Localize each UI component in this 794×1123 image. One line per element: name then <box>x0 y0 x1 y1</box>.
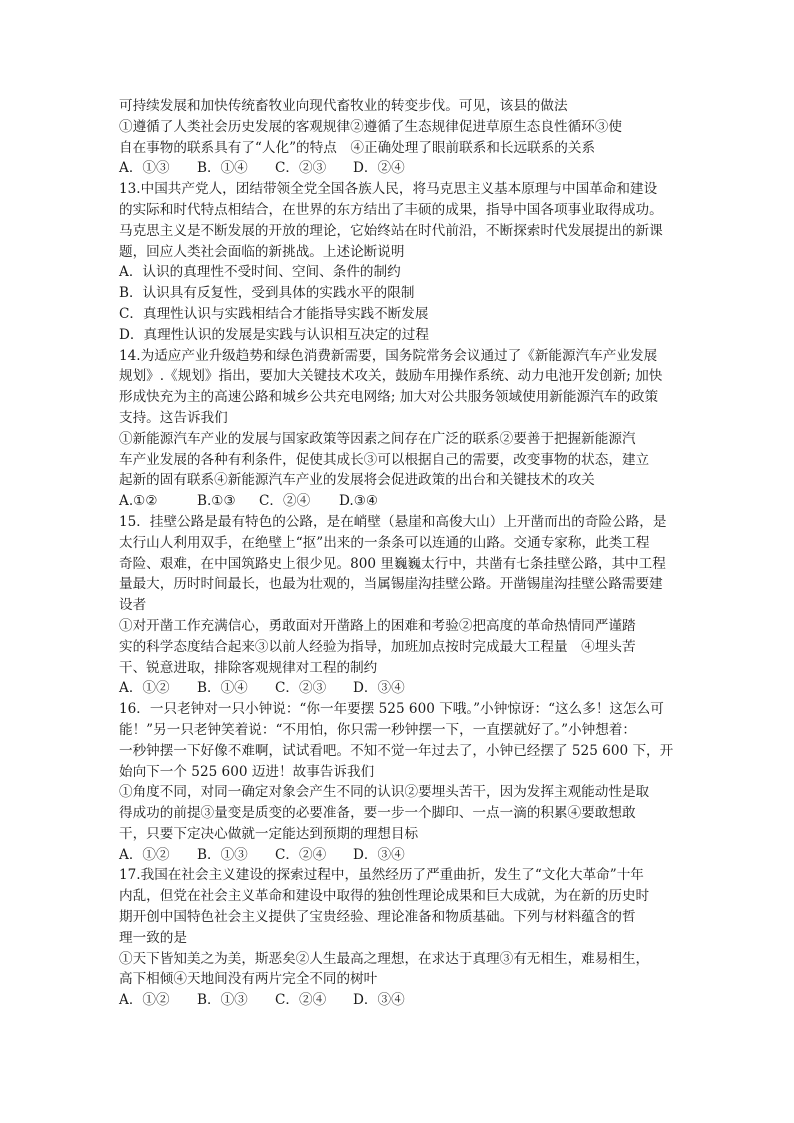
question-text-line: 支持。这告诉我们 <box>119 409 228 426</box>
question-text-line: 一秒钟摆一下好像不难啊，试试看吧。不知不觉一年过去了，小钟已经摆了 525 600 下，开 <box>119 742 674 759</box>
question-text-line: 17.我国在社会主义建设的探索过程中，虽然经历了严重曲折，发生了“文化大革命”十年 <box>119 867 644 884</box>
statement-line: 车产业发展的各种有利条件，促使其成长③可以根据自己的需要，改变事物的状态，建立 <box>119 451 650 468</box>
question-16 <box>119 699 679 865</box>
statement-line: 得成功的前提③量变是质变的必要准备，要一步一个脚印、一点一滴的积累④要敢想敢 <box>119 805 636 822</box>
option-a: A．①② <box>119 680 170 697</box>
option-c: C．②③ <box>275 160 327 177</box>
question-text-line: 规划》.《规划》指出，要加大关键技术攻关，鼓励车用操作系统、动力电池开发创新; 加快 <box>119 368 663 385</box>
question-text-line: 13.中国共产党人，团结带领全党全国各族人民，将马克思主义基本原理与中国革命和建设 <box>119 181 658 198</box>
statement-line: 高下相倾④天地间没有两片完全不同的树叶 <box>119 971 378 988</box>
statement-line: ①新能源汽车产业的发展与国家政策等因素之间存在广泛的联系②要善于把握新能源汽 <box>119 430 636 447</box>
question-text-line: 16．一只老钟对一只小钟说：“你一年要摆 525 600 下哦。”小钟惊讶：“这么多！这怎么可 <box>119 701 664 718</box>
option-b: B．①④ <box>197 680 248 697</box>
answer-options <box>119 158 679 179</box>
option-a: A．①③ <box>119 160 170 177</box>
question-text-line: 15．挂壁公路是最有特色的公路，是在峭壁（悬崖和高俊大山）上开凿而出的奇险公路，是 <box>119 513 667 530</box>
choice-c: C．真理性认识与实践相结合才能指导实践不断发展 <box>119 305 429 322</box>
question-text-line: 太行山人利用双手，在绝壁上“抠”出来的一条条可以连通的山路。交通专家称，此类工程 <box>119 534 650 551</box>
question-14 <box>119 346 679 512</box>
question-17 <box>119 865 679 1011</box>
option-a: A.①② <box>119 493 158 510</box>
question-text-line: 能！”另一只老钟笑着说：“不用怕，你只需一秒钟摆一下，一直摆就好了。”小钟想着： <box>119 721 637 738</box>
option-c: C．②④ <box>275 846 327 863</box>
option-d: D．③④ <box>353 846 405 863</box>
statement-line: 起新的固有联系④新能源汽车产业的发展将会促进政策的出台和关键技术的攻关 <box>119 472 595 489</box>
answer-options <box>119 845 679 866</box>
question-text-line: 可持续发展和加快传统畜牧业向现代畜牧业的转变步伐。可见，该县的做法 <box>119 98 568 114</box>
statement-line: 干，只要下定决心做就一定能达到预期的理想目标 <box>119 825 419 842</box>
statement-line: ①角度不同，对同一确定对象会产生不同的认识②要埋头苦干，因为发挥主观能动性是取 <box>119 784 650 801</box>
statement-line: ①天下皆知美之为美，斯恶矣②人生最高之理想，在求达于真理③有无相生，难易相生， <box>119 950 650 967</box>
option-b: B.①③ <box>197 493 236 510</box>
exam-page <box>119 96 679 1011</box>
option-a: A．①② <box>119 992 170 1009</box>
option-d: D．③④ <box>353 992 405 1009</box>
answer-options <box>119 491 679 512</box>
option-b: B．①④ <box>197 160 248 177</box>
question-text-line: 的实际和时代特点相结合，在世界的东方结出了丰硕的成果，指导中国各项事业取得成功。 <box>119 201 663 218</box>
statement-line: 实的科学态度结合起来③以前人经验为指导，加班加点按时完成最大工程量 ④埋头苦 <box>119 638 636 655</box>
question-text-line: 期开创中国特色社会主义提供了宝贵经验、理论准备和物质基础。下列与材料蕴含的哲 <box>119 909 636 926</box>
choice-a: A．认识的真理性不受时间、空间、条件的制约 <box>119 264 401 281</box>
question-text-line: 形成快充为主的高速公路和城乡公共充电网络; 加大对公共服务领域使用新能源汽车的政策 <box>119 389 659 406</box>
option-a: A．①② <box>119 846 170 863</box>
option-d: D．③④ <box>353 680 405 697</box>
question-text-line: 设者 <box>119 597 147 614</box>
statement-line: 干、锐意进取，排除客观规律对工程的制约 <box>119 659 378 676</box>
choice-b: B．认识具有反复性，受到具体的实践水平的限制 <box>119 285 415 302</box>
answer-options <box>119 990 679 1011</box>
option-b: B．①③ <box>197 992 248 1009</box>
option-b: B．①③ <box>197 846 248 863</box>
question-text-line: 题，回应人类社会面临的新挑战。上述论断说明 <box>119 243 405 260</box>
answer-options <box>119 678 679 699</box>
option-c: C．②④ <box>259 493 311 510</box>
statement-line: ①遵循了人类社会历史发展的客观规律②遵循了生态规律促进草原生态良性循环③使 <box>119 118 622 135</box>
question-text-line: 内乱，但党在社会主义革命和建设中取得的独创性理论成果和巨大成就，为在新的历史时 <box>119 888 650 905</box>
question-13 <box>119 179 679 345</box>
question-text-line: 量最大，历时时间最长，也最为壮观的，当属锡崖沟挂壁公路。开凿锡崖沟挂壁公路需要建 <box>119 576 663 593</box>
question-12-continued <box>119 96 679 179</box>
question-text-line: 14.为适应产业升级趋势和绿色消费新需要，国务院常务会议通过了《新能源汽车产业发展 <box>119 347 658 364</box>
question-text-line: 始向下一个 525 600 迈进！故事告诉我们 <box>119 763 375 780</box>
option-c: C．②③ <box>275 680 327 697</box>
question-text-line: 理一致的是 <box>119 929 187 946</box>
option-d: D.③④ <box>339 493 379 510</box>
statement-line: ①对开凿工作充满信心，勇敢面对开凿路上的困难和考验②把高度的革命热情同严谨踏 <box>119 617 636 634</box>
question-15 <box>119 512 679 699</box>
option-c: C．②④ <box>275 992 327 1009</box>
option-d: D．②④ <box>353 160 405 177</box>
question-text-line: 马克思主义是不断发展的开放的理论，它始终站在时代前沿，不断探索时代发展提出的新课 <box>119 222 663 239</box>
choice-d: D．真理性认识的发展是实践与认识相互决定的过程 <box>119 326 429 343</box>
statement-line: 自在事物的联系具有了“人化”的特点 ④正确处理了眼前联系和长远联系的关系 <box>119 139 596 156</box>
question-text-line: 奇险、艰难，在中国筑路史上很少见。800 里巍巍太行中，共凿有七条挂壁公路，其中工程 <box>119 555 666 572</box>
